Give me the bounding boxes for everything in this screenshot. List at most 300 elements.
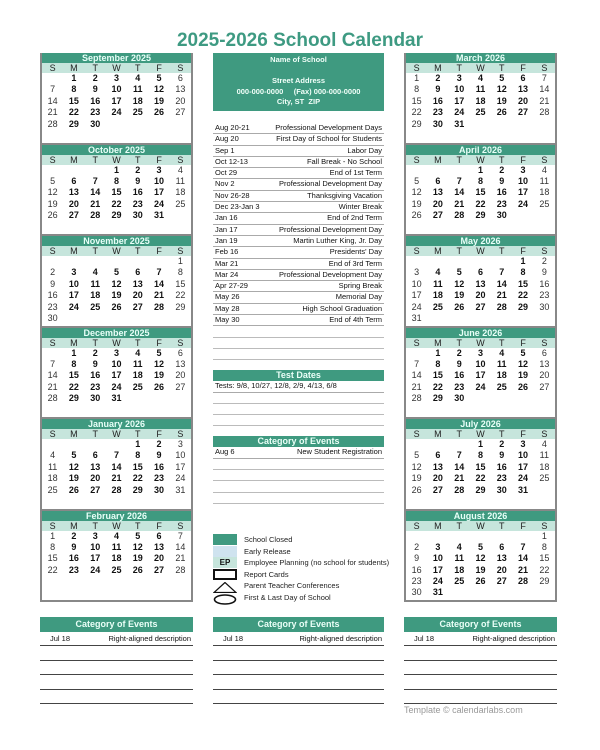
day-cell: 20 [175, 95, 186, 106]
legend-item-school-closed: School Closed [213, 534, 413, 546]
day-cell: 24 [475, 381, 486, 392]
month-calendar [406, 145, 555, 237]
day-cell: 30 [496, 484, 507, 495]
day-cell: 27 [432, 210, 443, 221]
day-cell: 21 [539, 95, 550, 106]
day-cell: 19 [454, 290, 465, 301]
day-cell: 16 [68, 553, 79, 564]
day-cell: 18 [539, 187, 550, 198]
event-row [213, 179, 384, 190]
day-cell: 6 [435, 175, 441, 186]
day-cell: 2 [435, 73, 441, 83]
event-desc: End of 3rd Term [328, 258, 382, 268]
event-desc: First Day of School for Students [276, 134, 382, 144]
day-cell: 4 [113, 530, 119, 541]
weekday-label: S [49, 154, 56, 165]
weekday-label: F [156, 429, 162, 439]
weekday-label: F [156, 520, 162, 531]
day-cell: 9 [435, 84, 441, 95]
triangle-icon [213, 580, 237, 591]
event-row [213, 281, 384, 292]
event-row [213, 202, 384, 213]
day-cell: 5 [499, 73, 505, 83]
day-cell: 22 [475, 473, 486, 484]
day-cell: 4 [456, 541, 462, 552]
day-cell: 29 [68, 118, 79, 129]
day-cell: 31 [518, 484, 529, 495]
day-cell: 28 [454, 210, 465, 221]
day-cell: 13 [175, 84, 186, 95]
day-grid [406, 256, 555, 324]
oval-icon [213, 592, 237, 603]
day-cell: 2 [92, 73, 98, 83]
day-cell: 30 [432, 118, 443, 129]
day-cell: 9 [541, 267, 547, 278]
calendar-column-right [404, 53, 557, 602]
day-cell: 3 [477, 347, 483, 358]
day-cell: 11 [433, 278, 443, 289]
day-cell: 8 [477, 175, 483, 186]
day-grid [406, 165, 555, 222]
weekday-label: S [541, 429, 548, 439]
weekday-label: W [112, 63, 121, 73]
weekday-label: T [92, 429, 98, 439]
weekday-label: T [456, 63, 462, 73]
day-cell: 8 [50, 541, 56, 552]
day-cell: 6 [541, 347, 547, 358]
day-cell: 22 [175, 290, 186, 301]
day-cell: 3 [71, 267, 77, 278]
day-cell: 22 [432, 381, 443, 392]
event-desc: New Student Registration [296, 447, 382, 457]
day-cell: 15 [475, 187, 486, 198]
day-cell: 30 [154, 484, 165, 495]
day-grid [42, 531, 191, 577]
day-cell: 12 [47, 187, 58, 198]
day-grid [406, 531, 555, 599]
day-cell: 27 [518, 107, 529, 118]
category-heading: Category of Events [213, 436, 384, 447]
day-cell: 27 [68, 210, 79, 221]
event-desc: End of 4th Term [329, 315, 382, 325]
event-desc: End of 1st Term [329, 168, 382, 178]
day-cell: 20 [539, 370, 550, 381]
event-date: Nov 2 [215, 179, 235, 189]
day-cell: 13 [175, 358, 186, 369]
blank-line [213, 349, 384, 360]
day-cell: 29 [411, 118, 422, 129]
day-cell: 16 [454, 370, 465, 381]
day-cell: 11 [111, 541, 122, 552]
weekday-label: M [434, 429, 442, 439]
event-date: Oct 29 [215, 168, 238, 178]
day-cell: 10 [90, 541, 101, 552]
day-cell: 17 [154, 187, 165, 198]
day-cell: 29 [132, 484, 143, 495]
day-cell: 2 [499, 439, 505, 449]
day-cell: 10 [175, 450, 186, 461]
day-cell: 20 [154, 553, 165, 564]
school-address: Street Address [271, 76, 326, 85]
page-title: 2025-2026 School Calendar [176, 30, 424, 51]
weekday-label: S [177, 154, 184, 165]
day-cell: 21 [90, 198, 101, 209]
weekday-label: T [92, 520, 98, 531]
day-cell: 23 [90, 107, 101, 118]
day-cell: 9 [92, 84, 98, 95]
event-desc: Martin Luther King, Jr. Day [293, 235, 382, 245]
day-cell: 11 [90, 278, 100, 289]
event-date: Aug 20 [215, 134, 239, 144]
day-cell: 18 [475, 95, 486, 106]
weekday-label: T [456, 337, 462, 348]
day-cell: 7 [177, 530, 183, 541]
school-phone: 000-000-0000 (Fax) 000-000-0000 [236, 86, 361, 96]
day-cell: 4 [135, 73, 141, 83]
legend-item-conferences: Parent Teacher Conferences [213, 580, 413, 592]
day-cell: 21 [411, 381, 422, 392]
day-grid [42, 348, 191, 405]
day-cell: 13 [68, 187, 79, 198]
day-cell: 25 [432, 301, 443, 312]
info-column [213, 53, 384, 504]
day-cell: 12 [68, 461, 79, 472]
month-calendar [42, 419, 191, 511]
day-cell: 14 [111, 461, 122, 472]
day-cell: 17 [411, 290, 422, 301]
weekday-label: S [49, 520, 56, 531]
day-cell: 14 [454, 187, 465, 198]
legend-item-first-last-day: First & Last Day of School [213, 592, 413, 604]
weekday-label: F [520, 337, 526, 348]
weekday-label: W [112, 154, 121, 165]
day-cell: 12 [154, 358, 165, 369]
day-cell: 17 [518, 187, 529, 198]
weekday-label: S [177, 520, 184, 531]
day-cell: 23 [454, 381, 465, 392]
day-cell: 22 [68, 107, 79, 118]
day-cell: 15 [411, 95, 422, 106]
day-cell: 17 [175, 461, 186, 472]
day-cell: 6 [71, 175, 77, 186]
day-cell: 2 [135, 164, 141, 175]
school-info-box [213, 53, 384, 111]
day-cell: 2 [71, 530, 77, 541]
month-calendar [42, 145, 191, 237]
day-cell: 18 [132, 95, 143, 106]
day-cell: 17 [68, 290, 79, 301]
day-cell: 14 [175, 541, 186, 552]
day-cell: 26 [111, 301, 122, 312]
day-cell: 22 [132, 473, 143, 484]
day-grid [42, 256, 191, 324]
day-cell: 11 [497, 358, 507, 369]
day-cell: 16 [90, 370, 101, 381]
day-cell: 20 [432, 198, 443, 209]
category-event-row: Jul 18 Right-aligned description [404, 632, 557, 646]
weekday-label: M [434, 520, 442, 531]
month-calendar [42, 511, 191, 603]
weekday-label: S [49, 337, 56, 348]
day-cell: 25 [496, 381, 507, 392]
day-cell: 28 [175, 564, 186, 575]
day-cell: 24 [432, 576, 443, 587]
day-cell: 18 [432, 290, 443, 301]
event-row [213, 213, 384, 224]
weekday-label: W [476, 429, 485, 439]
day-cell: 16 [496, 187, 507, 198]
day-cell: 5 [477, 541, 483, 552]
weekday-label: W [112, 520, 121, 531]
day-cell: 8 [414, 84, 420, 95]
weekday-label: T [135, 337, 141, 348]
blank-line [213, 338, 384, 349]
day-cell: 6 [177, 347, 183, 358]
day-cell: 16 [432, 95, 443, 106]
day-cell: 23 [496, 473, 507, 484]
day-cell: 29 [175, 301, 186, 312]
weekday-label: S [177, 246, 184, 256]
day-cell: 26 [47, 210, 58, 221]
day-cell: 26 [475, 576, 486, 587]
weekday-label: M [434, 154, 442, 165]
month-title: February 2026 [42, 511, 191, 521]
event-desc: Presidents' Day [329, 247, 382, 257]
day-cell: 14 [411, 370, 422, 381]
day-cell: 13 [90, 461, 101, 472]
weekday-label: S [541, 154, 548, 165]
month-calendar [406, 511, 555, 603]
day-cell: 6 [177, 73, 183, 83]
day-cell: 3 [456, 73, 462, 83]
day-cell: 2 [541, 256, 547, 266]
day-cell: 11 [475, 84, 486, 95]
day-cell: 8 [520, 267, 526, 278]
day-cell: 3 [520, 164, 526, 175]
day-cell: 10 [111, 358, 122, 369]
category-event-row: Jul 18 Right-aligned description [213, 632, 384, 646]
day-cell: 6 [92, 450, 98, 461]
day-cell: 10 [111, 84, 122, 95]
day-grid [42, 73, 191, 130]
weekday-label: S [541, 337, 548, 348]
day-cell: 22 [111, 198, 122, 209]
day-cell: 12 [411, 187, 422, 198]
day-cell: 20 [496, 564, 507, 575]
weekday-label: S [541, 63, 548, 73]
weekday-label: S [177, 337, 184, 348]
day-cell: 15 [432, 370, 443, 381]
day-cell: 9 [499, 175, 505, 186]
day-cell: 27 [539, 381, 550, 392]
day-cell: 10 [518, 175, 529, 186]
day-cell: 28 [154, 301, 165, 312]
day-grid [42, 165, 191, 222]
event-date: May 30 [215, 315, 240, 325]
weekday-label: W [112, 246, 121, 256]
day-cell: 16 [411, 564, 422, 575]
day-cell: 21 [518, 564, 529, 575]
day-cell: 27 [432, 484, 443, 495]
day-cell: 28 [90, 210, 101, 221]
day-cell: 19 [154, 95, 165, 106]
weekday-label: W [476, 154, 485, 165]
weekday-label: W [476, 246, 485, 256]
day-cell: 7 [499, 267, 505, 278]
day-cell: 16 [47, 290, 58, 301]
day-grid [42, 439, 191, 496]
day-cell: 26 [68, 484, 79, 495]
day-cell: 26 [411, 484, 422, 495]
day-cell: 21 [111, 473, 122, 484]
day-cell: 4 [435, 267, 441, 278]
day-cell: 7 [92, 175, 98, 186]
day-cell: 6 [435, 450, 441, 461]
day-cell: 8 [477, 450, 483, 461]
day-cell: 8 [113, 175, 119, 186]
day-cell: 31 [411, 312, 422, 323]
day-cell: 5 [156, 73, 162, 83]
day-cell: 2 [156, 439, 162, 449]
day-cell: 18 [47, 473, 58, 484]
weekday-label: F [156, 63, 162, 73]
month-title: October 2025 [42, 145, 191, 155]
day-cell: 5 [50, 175, 56, 186]
day-cell: 31 [454, 118, 465, 129]
weekday-label: S [49, 246, 56, 256]
weekday-label: M [70, 429, 78, 439]
day-cell: 23 [539, 290, 550, 301]
day-cell: 2 [50, 267, 56, 278]
day-cell: 19 [518, 370, 529, 381]
day-cell: 22 [411, 107, 422, 118]
weekday-label: F [520, 63, 526, 73]
day-cell: 26 [154, 381, 165, 392]
month-calendar [42, 53, 191, 145]
weekday-label: T [499, 246, 505, 256]
weekday-label: F [520, 246, 526, 256]
day-cell: 27 [496, 576, 507, 587]
day-cell: 23 [90, 381, 101, 392]
day-cell: 7 [456, 175, 462, 186]
event-desc: Fall Break - No School [306, 156, 382, 166]
weekday-label: W [112, 337, 121, 348]
day-cell: 9 [414, 553, 420, 564]
day-cell: 7 [50, 84, 56, 95]
month-calendar [42, 236, 191, 328]
weekday-label: T [456, 246, 462, 256]
day-cell: 23 [132, 198, 143, 209]
day-cell: 15 [47, 553, 58, 564]
blank-line [213, 481, 384, 492]
day-cell: 23 [47, 301, 58, 312]
day-cell: 25 [475, 107, 486, 118]
blank-line [40, 690, 193, 705]
day-cell: 25 [454, 576, 465, 587]
day-cell: 14 [154, 278, 165, 289]
day-cell: 18 [111, 553, 122, 564]
event-row [213, 225, 384, 236]
day-cell: 28 [518, 576, 529, 587]
day-cell: 25 [132, 107, 143, 118]
day-cell: 14 [539, 84, 550, 95]
day-cell: 14 [90, 187, 101, 198]
day-cell: 29 [475, 210, 486, 221]
day-cell: 12 [454, 278, 465, 289]
day-cell: 1 [477, 164, 483, 175]
day-cell: 28 [496, 301, 507, 312]
day-grid [406, 348, 555, 405]
weekday-label: T [135, 429, 141, 439]
weekday-header [406, 246, 555, 256]
event-desc: Winter Break [338, 202, 382, 212]
day-cell: 21 [454, 198, 465, 209]
day-cell: 9 [456, 358, 462, 369]
day-cell: 9 [156, 450, 162, 461]
day-cell: 11 [539, 450, 550, 461]
event-row [213, 123, 384, 134]
day-cell: 17 [454, 95, 465, 106]
day-cell: 20 [175, 370, 186, 381]
day-cell: 14 [518, 553, 529, 564]
weekday-header [406, 521, 555, 531]
weekday-header [42, 246, 191, 256]
day-cell: 18 [132, 370, 143, 381]
blank-line [404, 646, 557, 661]
weekday-header [42, 155, 191, 165]
event-row [213, 304, 384, 315]
day-cell: 11 [454, 553, 464, 564]
day-cell: 6 [520, 73, 526, 83]
weekday-label: T [92, 154, 98, 165]
day-cell: 7 [414, 358, 420, 369]
day-cell: 9 [135, 175, 141, 186]
day-grid [406, 439, 555, 496]
weekday-header [406, 338, 555, 348]
day-cell: 30 [496, 210, 507, 221]
day-cell: 17 [111, 95, 122, 106]
day-cell: 15 [68, 95, 79, 106]
event-row [213, 157, 384, 168]
day-cell: 10 [475, 358, 486, 369]
day-cell: 30 [90, 118, 101, 129]
day-cell: 13 [432, 187, 443, 198]
month-title: August 2026 [406, 511, 555, 521]
weekday-label: M [434, 337, 442, 348]
weekday-label: M [70, 520, 78, 531]
footer-credit: Template © calendarlabs.com [404, 705, 523, 715]
month-calendar [406, 53, 555, 145]
month-calendar [406, 328, 555, 420]
blank-line [213, 415, 384, 426]
day-cell: 22 [68, 381, 79, 392]
weekday-label: F [520, 154, 526, 165]
day-cell: 12 [518, 358, 529, 369]
day-cell: 17 [432, 564, 443, 575]
event-date: Dec 23-Jan 3 [215, 202, 260, 212]
day-cell: 26 [496, 107, 507, 118]
day-cell: 9 [71, 541, 77, 552]
day-cell: 31 [111, 393, 122, 404]
legend-item-employee-planning: EP Employee Planning (no school for students) [213, 557, 413, 569]
day-cell: 21 [154, 290, 165, 301]
month-calendar [42, 328, 191, 420]
blank-line [40, 661, 193, 676]
day-cell: 20 [132, 290, 143, 301]
event-desc: Thanksgiving Vacation [307, 190, 382, 200]
day-cell: 3 [414, 267, 420, 278]
day-cell: 1 [541, 530, 547, 541]
